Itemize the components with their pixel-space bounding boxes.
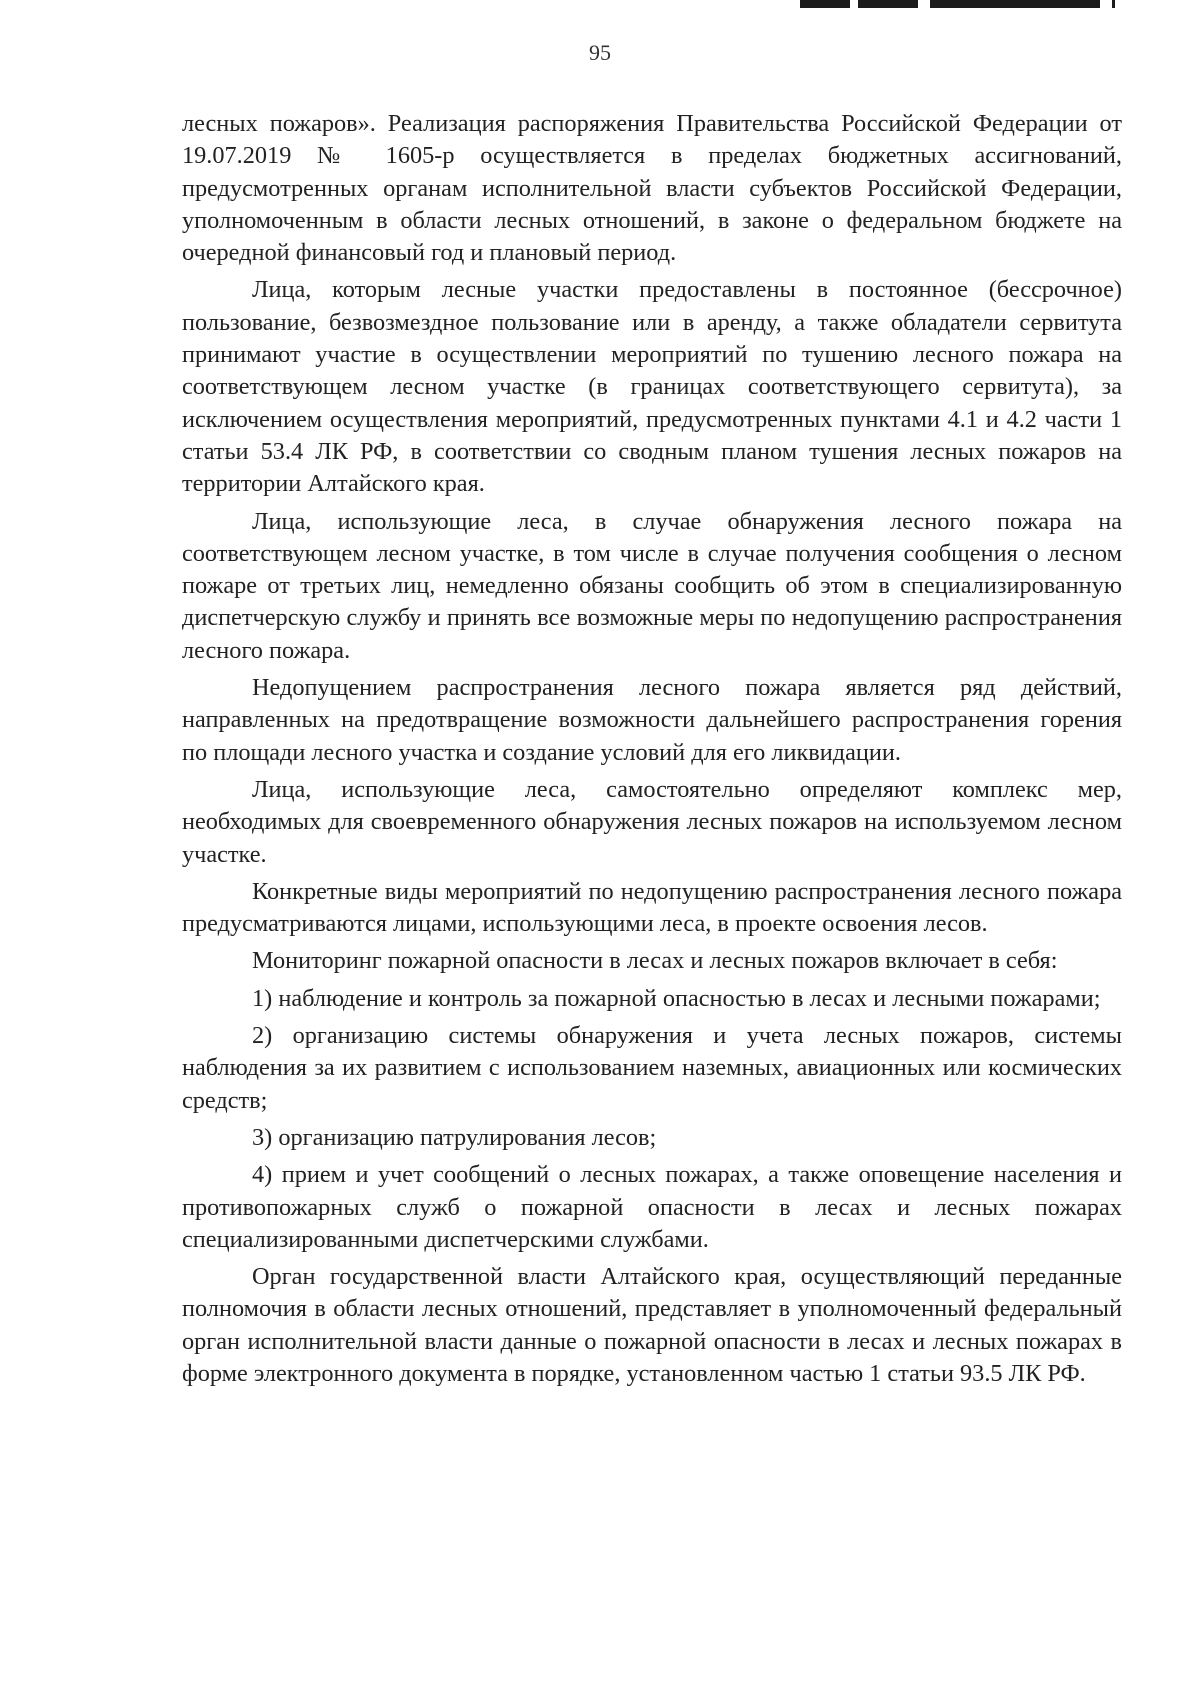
paragraph: Недопущением распространения лесного пожара является ряд действий, направленных на предотвращение возможности дальнейшего распространения горения по площади лесного участка и создание условий для его ликвидации.	[182, 674, 1122, 766]
scan-artifact	[800, 0, 850, 8]
paragraph: Орган государственной власти Алтайского края, осуществляющий переданные полномочия в области лесных отношений, представляет в уполномоченный федеральный орган исполнительной власти данные о пожарной опасности в лесах и лесных пожарах в форме электронного документа в порядке, установленном частью 1 статьи 93.5 ЛК РФ.	[182, 1263, 1122, 1387]
paragraph: Конкретные виды мероприятий по недопущению распространения лесного пожара предусматриваются лицами, использующими леса, в проекте освоения лесов.	[182, 877, 1122, 938]
scan-artifact	[1112, 0, 1115, 8]
page-number: 95	[589, 40, 611, 65]
paragraph: Лица, которым лесные участки предоставлены в постоянное (бессрочное) пользование, безвозмездное пользование или в аренду, а также обладатели сервитута принимают участие в осуществлении мероприятий по тушению лесного пожара на соответствующем лесном участке (в границах соответствующего сервитута), за исключением осуществления мероприятий, предусмотренных пунктами 4.1 и 4.2 части 1 статьи 53.4 ЛК РФ, в соответствии со сводным планом тушения лесных пожаров на территории Алтайского края.	[182, 276, 1122, 498]
list-item: 2) организацию системы обнаружения и учета лесных пожаров, системы наблюдения за их развитием с использованием наземных, авиационных или космических средств;	[182, 1022, 1122, 1114]
paragraph: Лица, использующие леса, в случае обнаружения лесного пожара на соответствующем лесном участке, в том числе в случае получения сообщения о лесном пожаре от третьих лиц, немедленно обязаны сообщить об этом в специализированную диспетчерскую службу и принять все возможные меры по недопущению распространения лесного пожара.	[182, 507, 1122, 664]
document-body	[182, 108, 1122, 1395]
paragraph: лесных пожаров». Реализация распоряжения Правительства Российской Федерации от 19.07.2019 № 1605-р осуществляется в пределах бюджетных ассигнований, предусмотренных органам исполнительной власти субъектов Российской Федерации, уполномоченным в области лесных отношений, в законе о федеральном бюджете на очередной финансовый год и плановый период.	[182, 110, 1122, 267]
list-item: 4) прием и учет сообщений о лесных пожарах, а также оповещение населения и противопожарных служб о пожарной опасности в лесах и лесных пожарах специализированными диспетчерскими службами.	[182, 1161, 1122, 1253]
list-item: 3) организацию патрулирования лесов;	[252, 1123, 657, 1151]
paragraph: Лица, использующие леса, самостоятельно определяют комплекс мер, необходимых для своевременного обнаружения лесных пожаров на используемом лесном участке.	[182, 775, 1122, 868]
scan-artifact	[858, 0, 918, 8]
scan-artifact	[930, 0, 1100, 8]
list-item: 1) наблюдение и контроль за пожарной опасностью в лесах и лесными пожарами;	[252, 984, 1101, 1012]
paragraph: Мониторинг пожарной опасности в лесах и лесных пожаров включает в себя:	[252, 947, 1058, 975]
